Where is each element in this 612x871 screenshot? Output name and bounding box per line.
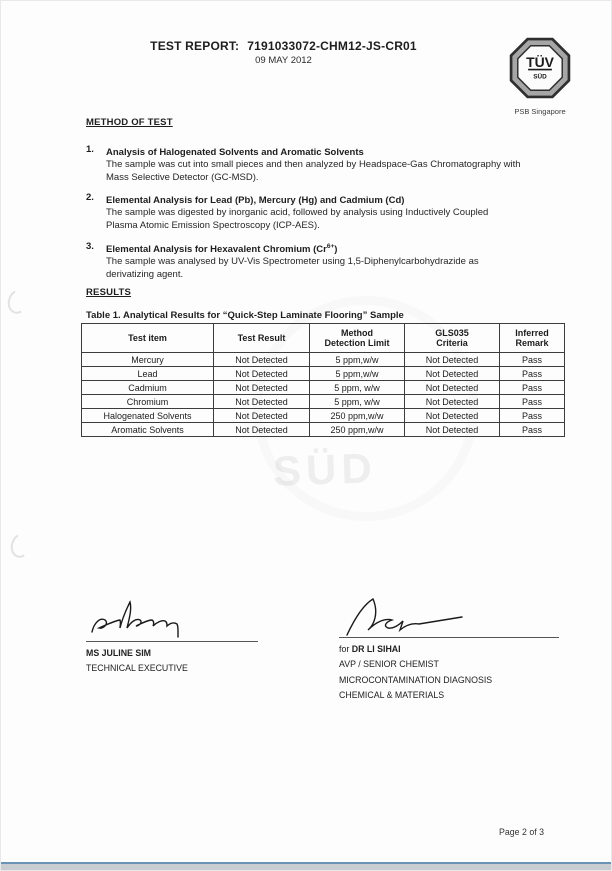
results-heading: RESULTS (86, 287, 132, 298)
table-cell: Pass (500, 409, 565, 423)
method-item-number: 2. (86, 192, 94, 203)
table-cell: Not Detected (214, 423, 310, 437)
table-cell: Pass (500, 353, 565, 367)
certification-logo-block (504, 37, 576, 116)
table-cell: 5 ppm,w/w (310, 353, 405, 367)
method-item-title: Elemental Analysis for Lead (Pb), Mercury (Hg) and Cadmium (Cd) (106, 195, 405, 207)
table-cell: Aromatic Solvents (82, 423, 214, 437)
table-cell: Not Detected (405, 353, 500, 367)
table-cell: Lead (82, 367, 214, 381)
footer-gray-bar (1, 864, 611, 870)
handwritten-signature-icon (86, 599, 236, 641)
scan-artifact-arc (8, 531, 35, 561)
method-item-title: Elemental Analysis for Hexavalent Chromium $(Cr^{6+})$ (106, 243, 338, 256)
method-item-text-line: The sample was analysed by UV-Vis Spectrometer using 1,5-Diphenylcarbohydrazide as (106, 256, 479, 268)
logo-caption: PSB Singapore (514, 107, 566, 116)
table-cell: 5 ppm, w/w (310, 395, 405, 409)
column-header: Test item (82, 324, 214, 353)
signatory-name: MS JULINE SIM (86, 648, 152, 658)
signatory-name-line: for DR LI SIHAI (339, 644, 401, 654)
report-title-label: TEST REPORT: (150, 39, 240, 53)
table-cell: Pass (500, 423, 565, 437)
method-item-3 (86, 241, 556, 281)
table-cell: Pass (500, 381, 565, 395)
watermark-text: SÜD (272, 444, 378, 495)
report-header (86, 39, 481, 66)
table-cell: Not Detected (405, 367, 500, 381)
method-item-1 (86, 144, 556, 184)
scan-artifact-arc (5, 287, 32, 317)
handwritten-signature-icon (339, 593, 499, 637)
svg-text:SÜD: SÜD (533, 73, 547, 81)
method-item-text-line: Plasma Atomic Emission Spectroscopy (ICP-AES). (106, 219, 320, 231)
table-caption: Table 1. Analytical Results for “Quick-Step Laminate Flooring” Sample (86, 310, 404, 321)
signature-line (339, 637, 559, 638)
signatory-division: CHEMICAL & MATERIALS (339, 689, 445, 700)
method-item-number: 1. (86, 144, 94, 155)
svg-text:TÜV: TÜV (526, 53, 554, 70)
table-cell: Halogenated Solvents (82, 409, 214, 423)
method-item-2 (86, 192, 556, 232)
signatory-role: AVP / SENIOR CHEMIST (339, 659, 439, 670)
report-title (86, 39, 481, 53)
table-cell: 5 ppm,w/w (310, 367, 405, 381)
signatory-title: TECHNICAL EXECUTIVE (86, 663, 188, 674)
method-item-text-line: The sample was cut into small pieces and then analyzed by Headspace-Gas Chromatography with (106, 159, 521, 171)
table-cell: 250 ppm,w/w (310, 409, 405, 423)
column-header: Method Detection Limit (310, 324, 405, 353)
column-header: Inferred Remark (500, 324, 565, 353)
table-cell: Not Detected (405, 381, 500, 395)
method-item-number: 3. (86, 241, 94, 252)
method-item-text-line: derivatizing agent. (106, 268, 184, 280)
column-header: GLS035 Criteria (405, 324, 500, 353)
column-header: Test Result (214, 324, 310, 353)
table-cell: Chromium (82, 395, 214, 409)
method-of-test-heading: METHOD OF TEST (86, 117, 173, 128)
table-cell: 250 ppm,w/w (310, 423, 405, 437)
table-cell: Mercury (82, 353, 214, 367)
page-number: Page 2 of 3 (499, 827, 544, 837)
signature-block-right (339, 593, 559, 703)
table-cell: Not Detected (214, 381, 310, 395)
table-cell: Pass (500, 367, 565, 381)
signature-block-left (86, 599, 258, 677)
signature-line (86, 641, 258, 642)
table-cell: Not Detected (214, 395, 310, 409)
table-cell: 5 ppm, w/w (310, 381, 405, 395)
table-cell: Not Detected (214, 353, 310, 367)
method-item-text-line: The sample was digested by inorganic acid, followed by analysis using Inductively Coupled (106, 207, 489, 219)
tuv-sud-octagon-icon (509, 37, 571, 99)
signatory-dept: MICROCONTAMINATION DIAGNOSIS (339, 674, 493, 685)
table-cell: Not Detected (214, 367, 310, 381)
table-cell: Not Detected (214, 409, 310, 423)
report-date: 09 MAY 2012 (255, 55, 312, 66)
table-cell: Not Detected (405, 423, 500, 437)
report-number: 7191033072-CHM12-JS-CR01 (247, 39, 417, 53)
table-cell: Pass (500, 395, 565, 409)
table-cell: Not Detected (405, 395, 500, 409)
table-cell: Cadmium (82, 381, 214, 395)
method-item-title: Analysis of Halogenated Solvents and Aromatic Solvents (106, 147, 364, 159)
method-item-text-line: Mass Selective Detector (GC-MSD). (106, 171, 259, 183)
table-cell: Not Detected (405, 409, 500, 423)
